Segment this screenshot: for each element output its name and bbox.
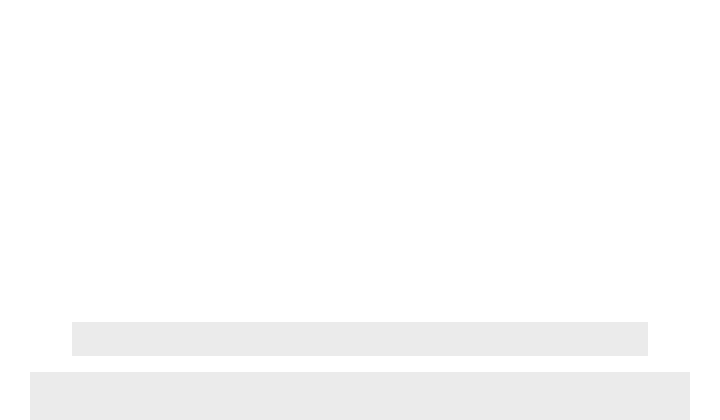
legend bbox=[72, 322, 648, 356]
info-panel bbox=[30, 372, 690, 420]
